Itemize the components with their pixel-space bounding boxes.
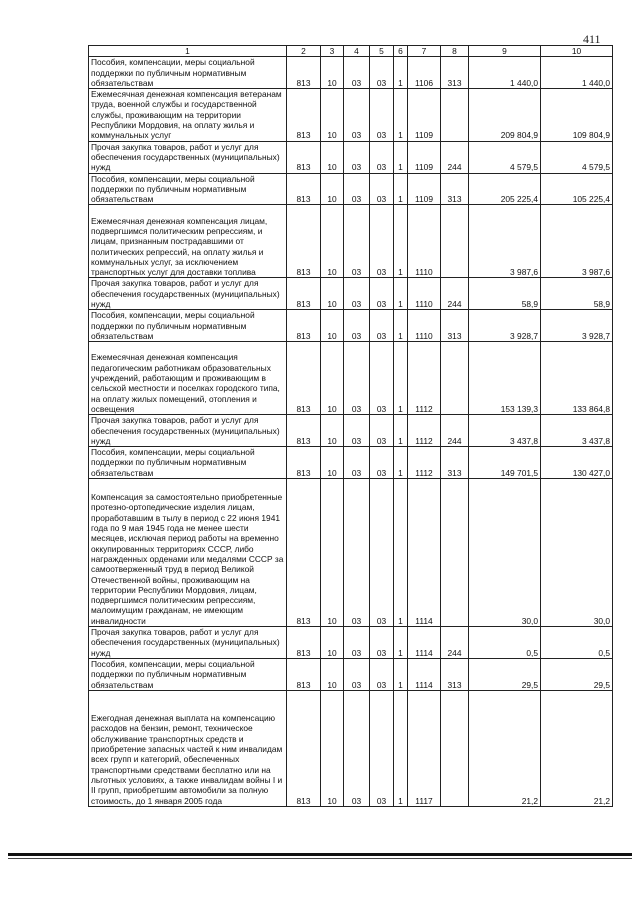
table-row	[89, 89, 613, 141]
table-row	[89, 310, 613, 342]
cell-ministry: 813	[287, 278, 321, 310]
cell-amount-2: 3 437,8	[541, 415, 613, 447]
page-number: 411	[583, 32, 601, 46]
cell-target: 1109	[408, 141, 441, 173]
cell-target: 1112	[408, 415, 441, 447]
column-header: 3	[321, 46, 344, 57]
cell-amount-2: 3 928,7	[541, 310, 613, 342]
row-name: Прочая закупка товаров, работ и услуг для обеспечения государственных (муниципальных) нужд	[89, 141, 287, 173]
cell-program: 03	[370, 479, 394, 627]
cell-section: 10	[321, 57, 344, 89]
cell-program: 03	[370, 447, 394, 479]
cell-ministry: 813	[287, 415, 321, 447]
cell-expense-type	[441, 89, 469, 141]
cell-section: 10	[321, 310, 344, 342]
row-name: Прочая закупка товаров, работ и услуг для обеспечения государственных (муниципальных) нужд	[89, 627, 287, 659]
cell-amount-2: 21,2	[541, 690, 613, 806]
cell-amount-2: 30,0	[541, 479, 613, 627]
cell-subsection: 03	[344, 310, 370, 342]
cell-section: 10	[321, 415, 344, 447]
cell-subsection: 03	[344, 690, 370, 806]
cell-subprogram: 1	[394, 658, 408, 690]
cell-amount-1: 58,9	[469, 278, 541, 310]
cell-section: 10	[321, 141, 344, 173]
cell-amount-1: 153 139,3	[469, 342, 541, 415]
table-row	[89, 205, 613, 278]
cell-program: 03	[370, 627, 394, 659]
cell-target: 1114	[408, 658, 441, 690]
cell-amount-1: 205 225,4	[469, 173, 541, 205]
cell-subsection: 03	[344, 342, 370, 415]
cell-amount-2: 4 579,5	[541, 141, 613, 173]
cell-target: 1109	[408, 173, 441, 205]
cell-target: 1112	[408, 447, 441, 479]
cell-subprogram: 1	[394, 205, 408, 278]
cell-expense-type: 313	[441, 447, 469, 479]
cell-ministry: 813	[287, 141, 321, 173]
column-header: 5	[370, 46, 394, 57]
cell-subprogram: 1	[394, 173, 408, 205]
row-name: Пособия, компенсации, меры социальной поддержки по публичным нормативным обязательствам	[89, 173, 287, 205]
cell-ministry: 813	[287, 89, 321, 141]
cell-subprogram: 1	[394, 690, 408, 806]
cell-subsection: 03	[344, 141, 370, 173]
cell-expense-type: 313	[441, 57, 469, 89]
cell-subsection: 03	[344, 415, 370, 447]
cell-amount-2: 130 427,0	[541, 447, 613, 479]
cell-target: 1114	[408, 479, 441, 627]
table-row	[89, 658, 613, 690]
column-header: 2	[287, 46, 321, 57]
column-header: 9	[469, 46, 541, 57]
cell-expense-type	[441, 205, 469, 278]
row-name: Ежемесячная денежная компенсация педагогическим работникам образовательных учреждений, работающим и проживающим в сельской местности и поселках городского типа, на оплату жилых помещений, отопления и освещения	[89, 342, 287, 415]
cell-section: 10	[321, 479, 344, 627]
cell-subprogram: 1	[394, 479, 408, 627]
cell-program: 03	[370, 57, 394, 89]
bottom-rule-thin	[8, 858, 632, 859]
column-header: 4	[344, 46, 370, 57]
cell-section: 10	[321, 447, 344, 479]
cell-target: 1114	[408, 627, 441, 659]
cell-subsection: 03	[344, 627, 370, 659]
bottom-rule	[8, 853, 632, 856]
cell-amount-2: 133 864,8	[541, 342, 613, 415]
cell-target: 1117	[408, 690, 441, 806]
cell-amount-2: 58,9	[541, 278, 613, 310]
cell-subsection: 03	[344, 89, 370, 141]
cell-expense-type	[441, 479, 469, 627]
cell-program: 03	[370, 141, 394, 173]
budget-table	[88, 45, 613, 807]
cell-program: 03	[370, 205, 394, 278]
cell-section: 10	[321, 690, 344, 806]
cell-subsection: 03	[344, 57, 370, 89]
cell-subprogram: 1	[394, 310, 408, 342]
cell-subsection: 03	[344, 278, 370, 310]
cell-amount-1: 21,2	[469, 690, 541, 806]
column-header: 7	[408, 46, 441, 57]
cell-amount-1: 149 701,5	[469, 447, 541, 479]
table-row	[89, 141, 613, 173]
cell-expense-type: 313	[441, 310, 469, 342]
table-row	[89, 57, 613, 89]
row-name: Пособия, компенсации, меры социальной поддержки по публичным нормативным обязательствам	[89, 658, 287, 690]
cell-ministry: 813	[287, 310, 321, 342]
row-name: Пособия, компенсации, меры социальной поддержки по публичным нормативным обязательствам	[89, 310, 287, 342]
cell-subprogram: 1	[394, 141, 408, 173]
cell-subprogram: 1	[394, 89, 408, 141]
cell-subprogram: 1	[394, 627, 408, 659]
cell-amount-2: 3 987,6	[541, 205, 613, 278]
cell-target: 1110	[408, 205, 441, 278]
cell-program: 03	[370, 690, 394, 806]
cell-ministry: 813	[287, 479, 321, 627]
cell-target: 1110	[408, 278, 441, 310]
cell-section: 10	[321, 658, 344, 690]
column-header: 10	[541, 46, 613, 57]
cell-ministry: 813	[287, 658, 321, 690]
row-name: Прочая закупка товаров, работ и услуг для обеспечения государственных (муниципальных) нужд	[89, 278, 287, 310]
cell-program: 03	[370, 89, 394, 141]
cell-expense-type	[441, 342, 469, 415]
cell-amount-1: 3 987,6	[469, 205, 541, 278]
cell-amount-1: 209 804,9	[469, 89, 541, 141]
cell-subsection: 03	[344, 658, 370, 690]
cell-amount-1: 3 437,8	[469, 415, 541, 447]
cell-subprogram: 1	[394, 57, 408, 89]
cell-ministry: 813	[287, 205, 321, 278]
row-name: Прочая закупка товаров, работ и услуг для обеспечения государственных (муниципальных) нужд	[89, 415, 287, 447]
cell-amount-2: 29,5	[541, 658, 613, 690]
cell-amount-1: 3 928,7	[469, 310, 541, 342]
column-header: 8	[441, 46, 469, 57]
cell-amount-2: 1 440,0	[541, 57, 613, 89]
cell-program: 03	[370, 415, 394, 447]
cell-expense-type	[441, 690, 469, 806]
cell-program: 03	[370, 342, 394, 415]
table-row	[89, 627, 613, 659]
cell-amount-2: 109 804,9	[541, 89, 613, 141]
cell-ministry: 813	[287, 342, 321, 415]
cell-program: 03	[370, 658, 394, 690]
row-name: Пособия, компенсации, меры социальной поддержки по публичным нормативным обязательствам	[89, 447, 287, 479]
table-row	[89, 447, 613, 479]
cell-section: 10	[321, 205, 344, 278]
cell-section: 10	[321, 278, 344, 310]
row-name: Ежемесячная денежная компенсация лицам, подвергшимся политическим репрессиям, и лицам, признанным пострадавшими от политических репрессий, на оплату жилья и коммунальных услуг, за исключением транспортных услуг для доставки топлива	[89, 205, 287, 278]
cell-subsection: 03	[344, 173, 370, 205]
row-name: Ежемесячная денежная компенсация ветеранам труда, военной службы и государственной службы, проживающим на территории Республики Мордовия, на оплату жилья и коммунальных услуг	[89, 89, 287, 141]
table-row	[89, 479, 613, 627]
table-row	[89, 278, 613, 310]
cell-program: 03	[370, 173, 394, 205]
row-name: Пособия, компенсации, меры социальной поддержки по публичным нормативным обязательствам	[89, 57, 287, 89]
cell-subsection: 03	[344, 447, 370, 479]
cell-target: 1109	[408, 89, 441, 141]
table-row	[89, 415, 613, 447]
cell-amount-1: 1 440,0	[469, 57, 541, 89]
cell-amount-1: 29,5	[469, 658, 541, 690]
cell-expense-type: 313	[441, 173, 469, 205]
cell-expense-type: 313	[441, 658, 469, 690]
cell-expense-type: 244	[441, 415, 469, 447]
cell-section: 10	[321, 173, 344, 205]
cell-subsection: 03	[344, 205, 370, 278]
table-row	[89, 173, 613, 205]
cell-section: 10	[321, 627, 344, 659]
cell-amount-1: 0,5	[469, 627, 541, 659]
cell-amount-2: 105 225,4	[541, 173, 613, 205]
cell-expense-type: 244	[441, 141, 469, 173]
cell-section: 10	[321, 342, 344, 415]
cell-target: 1110	[408, 310, 441, 342]
table-row	[89, 690, 613, 806]
column-header: 6	[394, 46, 408, 57]
cell-expense-type: 244	[441, 278, 469, 310]
cell-amount-2: 0,5	[541, 627, 613, 659]
row-name: Компенсация за самостоятельно приобретенные протезно-ортопедические изделия лицам, проработавшим в тылу в период с 22 июня 1941 года по 9 мая 1945 года не менее шести месяцев, исключая период работы на временно оккупированных территориях СССР, либо награжденных орденами или медалями СССР за самоотверженный труд в период Великой Отечественной войны, проживающим на территории Республики Мордовия, лицам, подвергшимся политическим репрессиям, малоимущим гражданам, не имеющим инвалидности	[89, 479, 287, 627]
cell-amount-1: 4 579,5	[469, 141, 541, 173]
cell-expense-type: 244	[441, 627, 469, 659]
cell-ministry: 813	[287, 447, 321, 479]
cell-ministry: 813	[287, 627, 321, 659]
column-header: 1	[89, 46, 287, 57]
cell-subprogram: 1	[394, 447, 408, 479]
table-row	[89, 342, 613, 415]
cell-target: 1106	[408, 57, 441, 89]
cell-target: 1112	[408, 342, 441, 415]
cell-ministry: 813	[287, 690, 321, 806]
cell-ministry: 813	[287, 57, 321, 89]
cell-subprogram: 1	[394, 415, 408, 447]
row-name: Ежегодная денежная выплата на компенсацию расходов на бензин, ремонт, техническое обслуживание транспортных средств и приобретение запасных частей к ним инвалидам всех групп и категорий, обеспеченных транспортными средствами бесплатно или на льготных условиях, а также инвалидам войны I и II групп, приобретшим автомобили за полную стоимость, до 1 января 2005 года	[89, 690, 287, 806]
cell-subprogram: 1	[394, 342, 408, 415]
cell-subsection: 03	[344, 479, 370, 627]
cell-program: 03	[370, 310, 394, 342]
cell-amount-1: 30,0	[469, 479, 541, 627]
cell-ministry: 813	[287, 173, 321, 205]
cell-section: 10	[321, 89, 344, 141]
cell-subprogram: 1	[394, 278, 408, 310]
cell-program: 03	[370, 278, 394, 310]
table-header-row	[89, 46, 613, 57]
